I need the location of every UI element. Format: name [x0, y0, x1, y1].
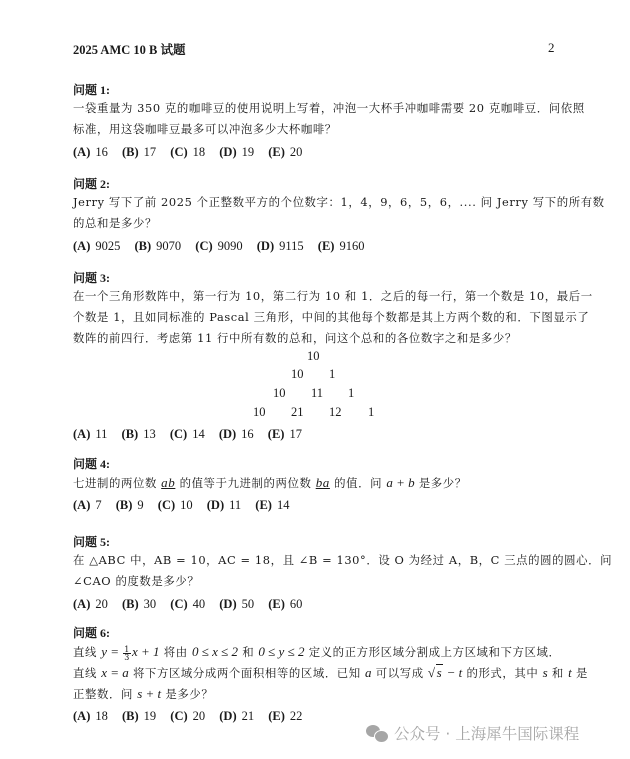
answer-choice-c: (C) 40 — [170, 597, 206, 611]
answer-choice-e: (E) 17 — [267, 427, 302, 441]
answer-choice-a: (A) 7 — [73, 498, 102, 512]
answer-choice-b: (B) 9 — [115, 498, 144, 512]
problem-3 — [73, 270, 593, 349]
answer-choice-b: (B) 30 — [121, 597, 157, 611]
answer-choice-d: (D) 16 — [218, 427, 254, 441]
problem-text-line: Jerry 写下了前 2025 个正整数平方的个位数字：1，4，9，6，5，6，.... 问 Jerry 写下的所有数 — [73, 195, 605, 209]
triangle-entry: 10 — [253, 405, 266, 419]
problem-text-line: 在 △ABC 中，AB = 10，AC = 18，且 ∠B = 130°．设 O 为经过 A，B，C 三点的圆的圆心．问 — [73, 553, 613, 567]
problem-title: 问题 1: — [73, 83, 110, 97]
answer-choice-a: (A) 16 — [73, 145, 108, 159]
problem-text-line: 数阵的前四行．考虑第 11 行中所有数的总和，问这个总和的各位数字之和是多少？ — [73, 331, 517, 345]
answer-choice-b: (B) 13 — [121, 427, 156, 441]
answer-choice-e: (E) 9160 — [317, 239, 365, 253]
answer-choice-a: (A) 11 — [73, 427, 108, 441]
watermark — [366, 722, 579, 744]
problem-title: 问题 6: — [73, 626, 110, 640]
problem-6 — [73, 625, 588, 726]
answer-choices — [73, 424, 573, 444]
answer-choice-e: (E) 14 — [255, 498, 290, 512]
answer-choices — [73, 495, 573, 515]
answer-choice-e: (E) 20 — [268, 145, 303, 159]
answer-choices — [73, 594, 573, 614]
answer-choice-c: (C) 18 — [170, 145, 206, 159]
answer-choice-e: (E) 22 — [268, 709, 303, 723]
answer-choice-c: (C) 14 — [169, 427, 205, 441]
fraction-one-third: $\frac{1}{3}$ — [124, 644, 130, 662]
answer-choice-d: (D) 19 — [219, 145, 255, 159]
problem-title: 问题 5: — [73, 535, 110, 549]
problem-text-line: 在一个三角形数阵中，第一行为 10，第二行为 10 和 1．之后的每一行，第一个数是 10，最后一 — [73, 289, 593, 303]
answer-choice-c: (C) 20 — [170, 709, 206, 723]
triangle-entry: 10 — [307, 349, 320, 363]
answer-choice-a: (A) 20 — [73, 597, 108, 611]
page-number: 2 — [548, 40, 555, 55]
problem-title: 问题 2: — [73, 177, 110, 191]
answer-choice-b: (B) 9070 — [134, 239, 182, 253]
triangle-entry: 1 — [329, 367, 336, 381]
triangle-entry: 21 — [291, 405, 304, 419]
answer-choice-c: (C) 9090 — [195, 239, 243, 253]
answer-choice-d: (D) 11 — [206, 498, 242, 512]
watermark-text: 公众号 · 上海犀牛国际课程 — [394, 725, 580, 743]
answer-choice-e: (E) 60 — [268, 597, 303, 611]
math-digits-ba: ba — [315, 475, 330, 490]
wechat-icon — [366, 724, 388, 742]
problem-title: 问题 4: — [73, 457, 110, 471]
document-header-title: 2025 AMC 10 B 试题 — [73, 43, 186, 57]
problem-3-answers — [73, 422, 573, 444]
answer-choice-c: (C) 10 — [157, 498, 193, 512]
triangle-entry: 10 — [291, 367, 304, 381]
answer-choices — [73, 236, 573, 256]
problem-title: 问题 3: — [73, 271, 110, 285]
answer-choice-a: (A) 18 — [73, 709, 108, 723]
problem-text-line: 直线 y = $\frac{1}{3}$ x + 1 将由 0 ≤ x ≤ 2 和 0 ≤ y ≤ 2 定义的正方形区域分割成上方区域和下方区域． — [73, 644, 561, 662]
answer-choice-d: (D) 9115 — [256, 239, 304, 253]
problem-2 — [73, 176, 605, 256]
problem-text-line: 直线 x = a 将下方区域分成两个面积相等的区域．已知 a 可以写成 √s − t 的形式，其中 s 和 t 是 — [73, 665, 588, 680]
triangle-entry: 10 — [273, 386, 286, 400]
math-digits-ab: ab — [161, 475, 176, 490]
triangle-entry: 11 — [311, 386, 324, 400]
problem-5 — [73, 534, 613, 614]
answer-choice-b: (B) 19 — [121, 709, 157, 723]
triangle-entry: 1 — [368, 405, 375, 419]
answer-choice-d: (D) 21 — [219, 709, 255, 723]
answer-choices — [73, 142, 573, 162]
problem-text-line: ∠CAO 的度数是多少？ — [73, 574, 200, 588]
problem-text-line: 个数是 1，且如同标准的 Pascal 三角形，中间的其他每个数都是其上方两个数的和．下图显示了 — [73, 310, 590, 324]
problem-text-line: 正整数．问 s + t 是多少？ — [73, 686, 214, 701]
problem-1 — [73, 82, 585, 162]
problem-4 — [73, 456, 573, 515]
answer-choice-a: (A) 9025 — [73, 239, 121, 253]
problem-text-line: 的总和是多少？ — [73, 216, 157, 230]
triangle-entry: 12 — [329, 405, 342, 419]
problem-text-line: 一袋重量为 350 克的咖啡豆的使用说明上写着，冲泡一大杯手冲咖啡需要 20 克咖啡豆．问依照 — [73, 101, 585, 115]
problem-text-line: 七进制的两位数 ab 的值等于九进制的两位数 ba 的值．问 a + b 是多少？ — [73, 475, 467, 490]
square-root-s: √s — [427, 665, 443, 680]
triangle-entry: 1 — [348, 386, 355, 400]
problem-text-line: 标准，用这袋咖啡豆最多可以冲泡多少大杯咖啡？ — [73, 122, 337, 136]
answer-choice-b: (B) 17 — [121, 145, 157, 159]
answer-choice-d: (D) 50 — [219, 597, 255, 611]
